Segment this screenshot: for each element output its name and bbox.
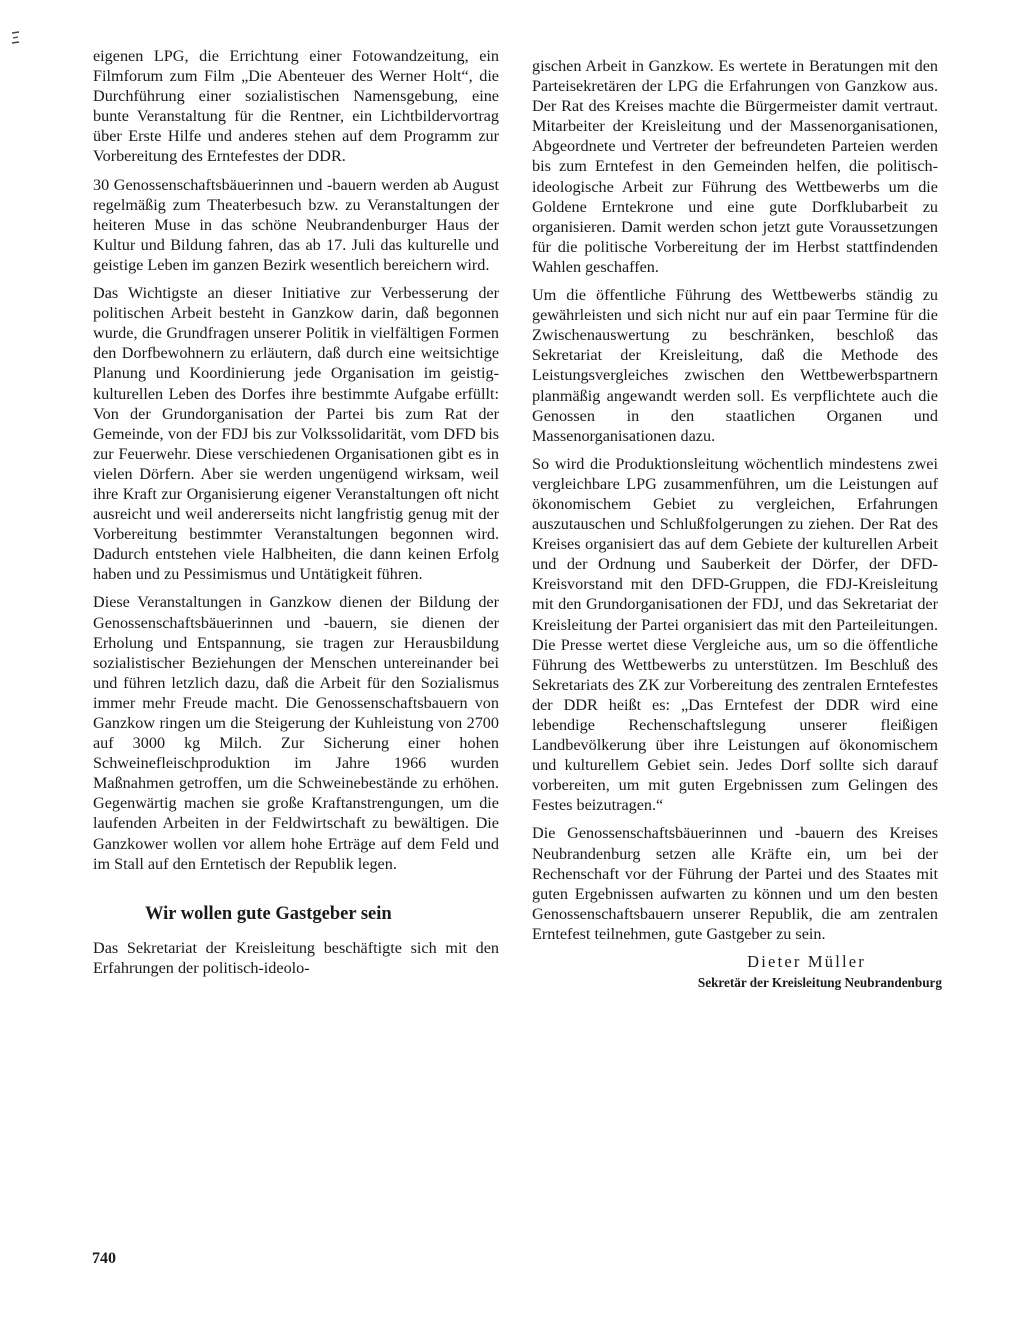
page-number: 740 [92,1250,116,1267]
signature-name: Dieter Müller [747,952,866,972]
paragraph: So wird die Produktionsleitung wöchentlich mindestens zwei vergleichbare LPG zusammenführen, um die Leistungen auf ökonomischem Gebiet zu vergleichen, Erfahrungen auszutauschen und Schlußfolgerungen zu ziehen. Der Rat des Kreises organisiert das auf dem Gebiete der kulturellen Arbeit und der Ordnung und Sauberkeit der Dörfer, der DFD-Kreisvorstand mit den DFD-Gruppen, die FDJ-Kreisleitung mit den Grundorganisationen der FDJ, und das Sekretariat der Kreisleitung der Partei organisiert das mit den Parteileitungen. Die Presse wertet diese Vergleiche aus, um so die öffentliche Führung des Wettbewerbs zu unterstützen. Im Beschluß des Sekretariats des ZK zur Vorbereitung des zentralen Erntefestes der DDR heißt es: „Das Erntefest der DDR wird eine lebendige Rechenschaftslegung unserer fleißigen Landbevölkerung über ihre Leistungen auf ökonomischem und kulturellem Gebiet sein. Jedes Dorf sollte sich darauf vorbereiten, um mit guten Ergebnissen zum Gelingen des Festes beizutragen.“ [532,454,938,815]
left-column [93,46,499,986]
section-heading: Wir wollen gute Gastgeber sein [145,903,392,924]
paragraph: 30 Genossenschaftsbäuerinnen und -bauern werden ab August regelmäßig zum Theaterbesuch bzw. zu Veranstaltungen der heiteren Muse in das schöne Neubrandenburger Haus der Kultur und Bildung fahren, das ab 17. Juli das kulturelle und geistige Leben im ganzen Bezirk wesentlich bereichern wird. [93,175,499,274]
corner-mark-icon [10,30,22,46]
paragraph: gischen Arbeit in Ganzkow. Es wertete in Beratungen mit den Parteisekretären der LPG die Erfahrungen von Ganzkow aus. Der Rat des Kreises machte die Bürgermeister damit vertraut. Mitarbeiter der Kreisleitung und der Massenorganisationen, Abgeordnete und Vertreter der befreundeten Parteien werden bis zum Erntefest in den Gemeinden helfen, die politisch-ideologische Arbeit zur Führung des Wettbewerbs um die Goldene Erntekrone und eine gute Dorfklubarbeit zu organisieren. Damit werden schon jetzt gute Voraussetzungen für die politische Vorbereitung der im Herbst stattfindenden Wahlen geschaffen. [532,57,938,276]
paragraph: Das Sekretariat der Kreisleitung beschäftigte sich mit den Erfahrungen der politisch-ideolo- [93,938,499,977]
right-column [532,56,942,992]
signature-title: Sekretär der Kreisleitung Neubrandenburg [697,975,942,991]
paragraph: Diese Veranstaltungen in Ganzkow dienen der Bildung der Genossenschaftsbäuerinnen und -bauern, sie dienen der Erholung und Entspannung, sie tragen zur Herausbildung sozialistischer Beziehungen der Menschen untereinander bei und führen letzlich dazu, daß die Arbeit für den Sozialismus immer mehr Freude macht. Die Genossenschaftsbauern von Ganzkow ringen um die Steigerung der Kuhleistung von 2700 auf 3000 kg Milch. Zur Sicherung einer hohen Schweinefleischproduktion im Jahre 1966 wurden Maßnahmen getroffen, um die Schweinebestände zu erhöhen. Gegenwärtig machen sie große Kraftanstrengungen, um die laufenden Arbeiten in der Feldwirtschaft zu bewältigen. Die Ganzkower wollen vor allem hohe Erträge auf dem Feld und im Stall auf den Erntetisch der Republik legen. [93,593,499,873]
paragraph: Um die öffentliche Führung des Wettbewerbs ständig zu gewährleisten und sich nicht nur auf ein paar Termine für die Zwischenauswertung zu beschränken, beschloß das Sekretariat der Kreisleitung, daß die Methode des Leistungsvergleiches zwischen den Wettbewerbspartnern planmäßig angewandt werden soll. Es verpflichtete auch die Genossen in den staatlichen Organen und Massenorganisationen dazu. [532,286,938,445]
paragraph: Die Genossenschaftsbäuerinnen und -bauern des Kreises Neubrandenburg setzen alle Kräfte ein, um bei der Rechenschaft vor der Führung der Partei und des Staates mit guten Ergebnissen aufwarten zu können und um den besten Genossenschaftsbauern unserer Republik, die am zentralen Erntefest teilnehmen, gute Gastgeber zu sein. [532,824,938,943]
paragraph: Das Wichtigste an dieser Initiative zur Verbesserung der politischen Arbeit besteht in Ganzkow darin, daß begonnen wurde, die Grundfragen unserer Politik in vielfältigen Formen den Dorfbewohnern zu erläutern, daß durch eine weitsichtige Planung und Koordinierung jede Organisation im geistig-kulturellen Leben des Dorfes ihre bestimmte Aufgabe erfüllt: Von der Grundorganisation der Partei bis zum Rat der Gemeinde, von der FDJ bis zur Volkssolidarität, vom DFD bis zur Feuerwehr. Diese verschiedenen Organisationen gibt es in vielen Dörfern. Aber sie werden ungenügend wirksam, weil ihre Kraft zur Organisierung eigener Veranstaltungen oft nicht ausreicht und weil andererseits nicht langfristig genug mit der Vorbereitung bestimmter Veranstaltungen begonnen wird. Dadurch entstehen viele Halbheiten, die dann keinen Erfolg haben und zu Pessimismus und Untätigkeit führen. [93,284,499,584]
paragraph: eigenen LPG, die Errichtung einer Fotowandzeitung, ein Filmforum zum Film „Die Abenteuer des Werner Holt“, die Durchführung einer sozialistischen Namensgebung, eine bunte Veranstaltung für die Rentner, ein Lichtbildervortrag über Erste Hilfe und anderes stehen auf dem Programm zur Vorbereitung des Erntefestes der DDR. [93,47,499,166]
